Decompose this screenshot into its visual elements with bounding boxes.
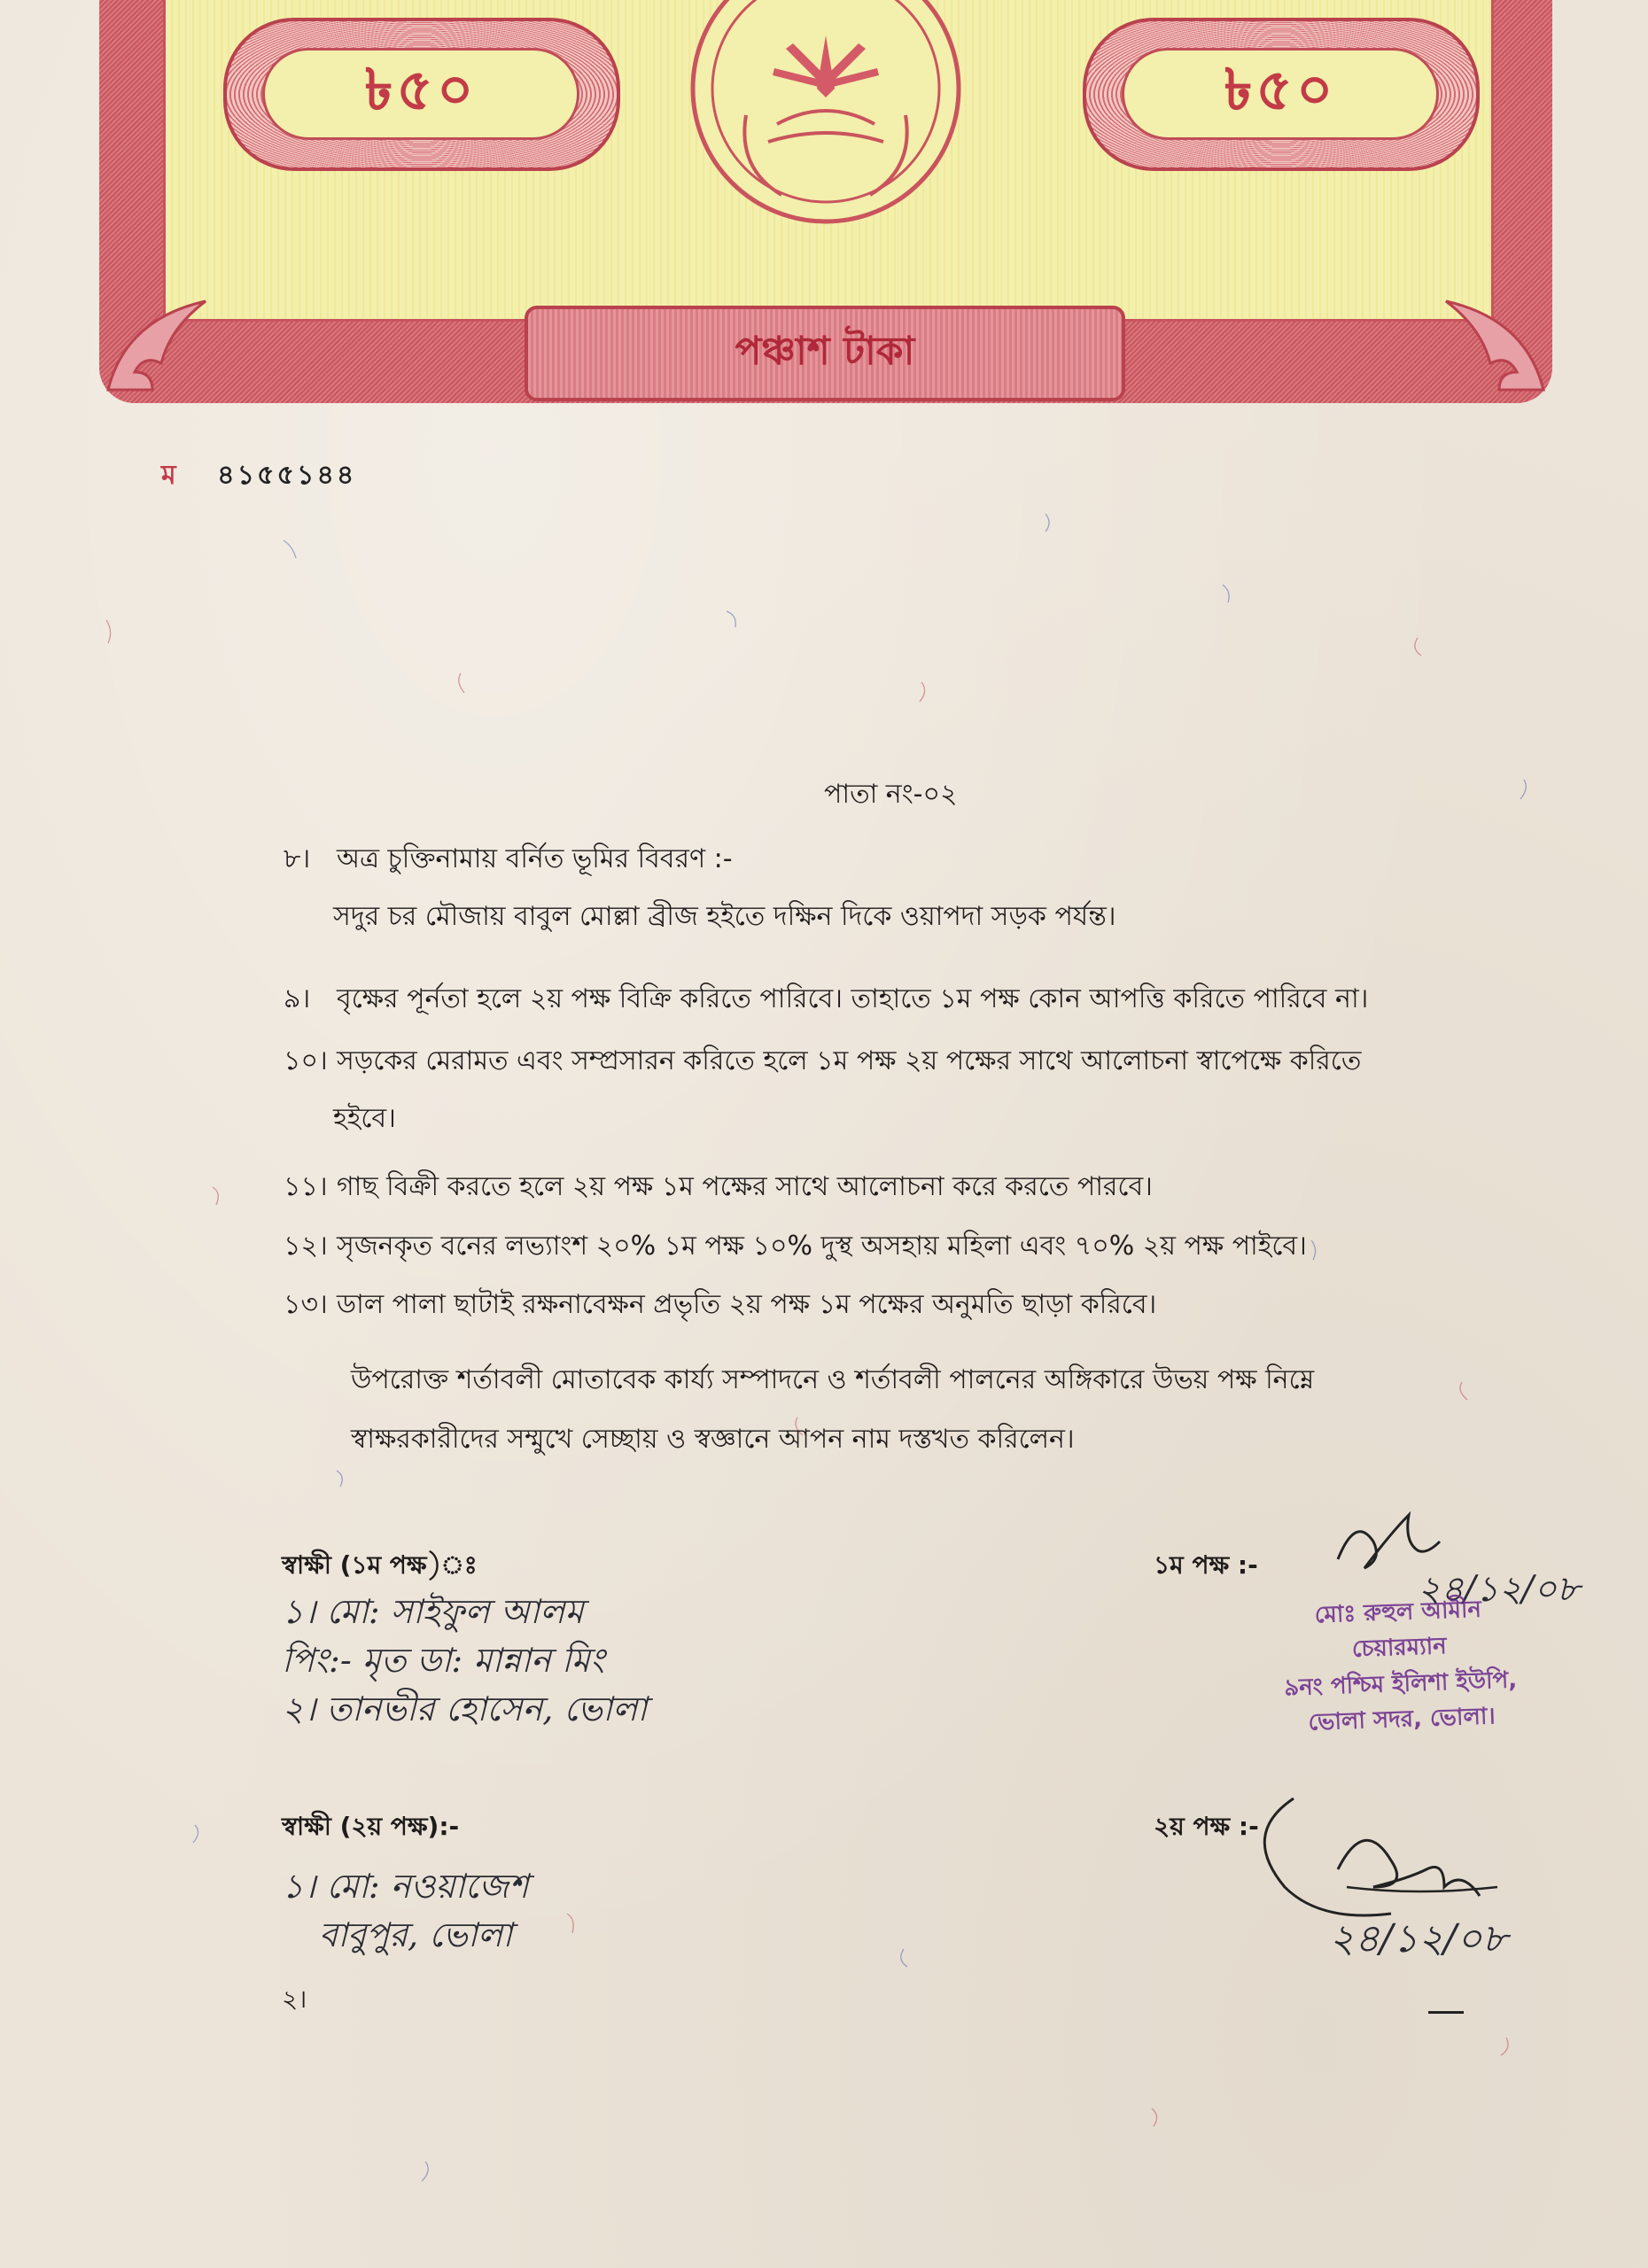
clause-number: ৮। bbox=[284, 843, 311, 874]
witness-2-line-3: ২। bbox=[282, 1984, 307, 2014]
witness-1-line-2: পিং:- মৃত ডা: মান্নান মিং bbox=[282, 1641, 605, 1680]
witness-2-line-2: বাবুপুর, ভোলা bbox=[319, 1915, 513, 1954]
signature-underline bbox=[1428, 2011, 1464, 2014]
clause-number: ১১। bbox=[284, 1171, 328, 1202]
clause-11 bbox=[284, 1169, 1153, 1204]
closing-line-2: স্বাক্ষরকারীদের সম্মুখে সেচ্ছায় ও স্বজ্ঞানে আপন নাম দস্তখত করিলেন। bbox=[351, 1424, 1075, 1455]
clause-text: সড়কের মেরামত এবং সম্প্রসারন করিতে হলে ১ম পক্ষ ২য় পক্ষের সাথে আলোচনা স্বাপেক্ষে করিতে bbox=[337, 1045, 1362, 1076]
clause-8 bbox=[284, 842, 733, 876]
witness-1st-party-title: স্বাক্ষী (১ম পক্ষ)ঃ bbox=[282, 1550, 478, 1580]
clause-13 bbox=[284, 1287, 1156, 1322]
page-number: পাতা নং-০২ bbox=[824, 779, 958, 810]
serial-number: ৪১৫৫১৪৪ bbox=[217, 460, 357, 491]
closing-line-1: উপরোক্ত শর্তাবলী মোতাবেক কার্য্য সম্পাদনে ও শর্তাবলী পালনের অঙ্গিকারে উভয় পক্ষ নিম্নে bbox=[351, 1364, 1315, 1395]
clause-text: বৃক্ষের পূর্নতা হলে ২য় পক্ষ বিক্রি করিতে পারিবে। তাহাতে ১ম পক্ষ কোন আপত্তি করিতে পারিবে না। bbox=[337, 983, 1369, 1014]
witness-2-line-1: ১। মো: নওয়াজেশ bbox=[282, 1867, 529, 1906]
seal-line: মোঃ রুহুল আমীন bbox=[1314, 1596, 1482, 1629]
clause-number: ১৩। bbox=[284, 1289, 328, 1320]
denomination-right: ৳৫০ bbox=[1122, 48, 1439, 140]
serial-prefix: ম bbox=[161, 460, 179, 491]
witness-1-line-1: ১। মো: সাইফুল আলম bbox=[282, 1592, 584, 1631]
clause-number: ১২। bbox=[284, 1231, 328, 1262]
clause-text: সদুর চর মৌজায় বাবুল মোল্লা ব্রীজ হইতে দক্ষিন দিকে ওয়াপদা সড়ক পর্যন্ত। bbox=[333, 901, 1116, 932]
clause-text: গাছ বিক্রী করতে হলে ২য় পক্ষ ১ম পক্ষের সাথে আলোচনা করে করতে পারবে। bbox=[337, 1171, 1153, 1202]
clause-text: অত্র চুক্তিনামায় বর্নিত ভূমির বিবরণ :- bbox=[337, 843, 733, 874]
first-party-label: ১ম পক্ষ :- bbox=[1154, 1550, 1258, 1580]
second-party-label: ২য় পক্ষ :- bbox=[1154, 1812, 1259, 1841]
seal-line: চেয়ারম্যান bbox=[1351, 1633, 1448, 1664]
revenue-stamp-header bbox=[99, 0, 1552, 403]
clause-10-cont bbox=[333, 1101, 396, 1136]
clause-9 bbox=[284, 982, 1368, 1016]
stamp-value-words: পঞ্চাশ টাকা bbox=[735, 328, 915, 374]
denomination-frame-left bbox=[223, 18, 620, 171]
clause-number: ৯। bbox=[284, 983, 311, 1014]
denomination-frame-right bbox=[1083, 18, 1480, 171]
seal-line: ভোলা সদর, ভোলা। bbox=[1308, 1703, 1496, 1736]
clause-text: হইবে। bbox=[333, 1103, 396, 1134]
clause-8-detail bbox=[333, 899, 1116, 934]
clause-text: ডাল পালা ছাটাই রক্ষনাবেক্ষন প্রভৃতি ২য় পক্ষ ১ম পক্ষের অনুমতি ছাড়া করিবে। bbox=[337, 1289, 1157, 1320]
chairman-seal bbox=[1238, 1589, 1561, 1744]
first-party-signature-date: ২৪/১২/০৮ bbox=[1418, 1569, 1580, 1610]
clause-number: ১০। bbox=[284, 1045, 328, 1076]
denomination-left: ৳৫০ bbox=[262, 48, 579, 140]
corner-ornament-left-icon bbox=[99, 284, 214, 399]
stamp-value-banner bbox=[525, 306, 1125, 401]
seal-line: ৯নং পশ্চিম ইলিশা ইউপি, bbox=[1283, 1666, 1518, 1702]
national-emblem-icon bbox=[684, 0, 968, 230]
clause-text: সৃজনকৃত বনের লভ্যাংশ ২০% ১ম পক্ষ ১০% দুস্থ অসহায় মহিলা এবং ৭০% ২য় পক্ষ পাইবে। bbox=[337, 1231, 1307, 1262]
corner-ornament-right-icon bbox=[1437, 284, 1552, 399]
stamp-serial bbox=[161, 454, 356, 499]
clause-10 bbox=[284, 1044, 1361, 1078]
second-party-signature-date: ২৪/১২/০৮ bbox=[1329, 1916, 1508, 1961]
witness-2nd-party-title: স্বাক্ষী (২য় পক্ষ):- bbox=[282, 1812, 460, 1841]
witness-1-line-3: ২। তানভীর হোসেন, ভোলা bbox=[282, 1689, 648, 1728]
clause-12 bbox=[284, 1229, 1307, 1263]
